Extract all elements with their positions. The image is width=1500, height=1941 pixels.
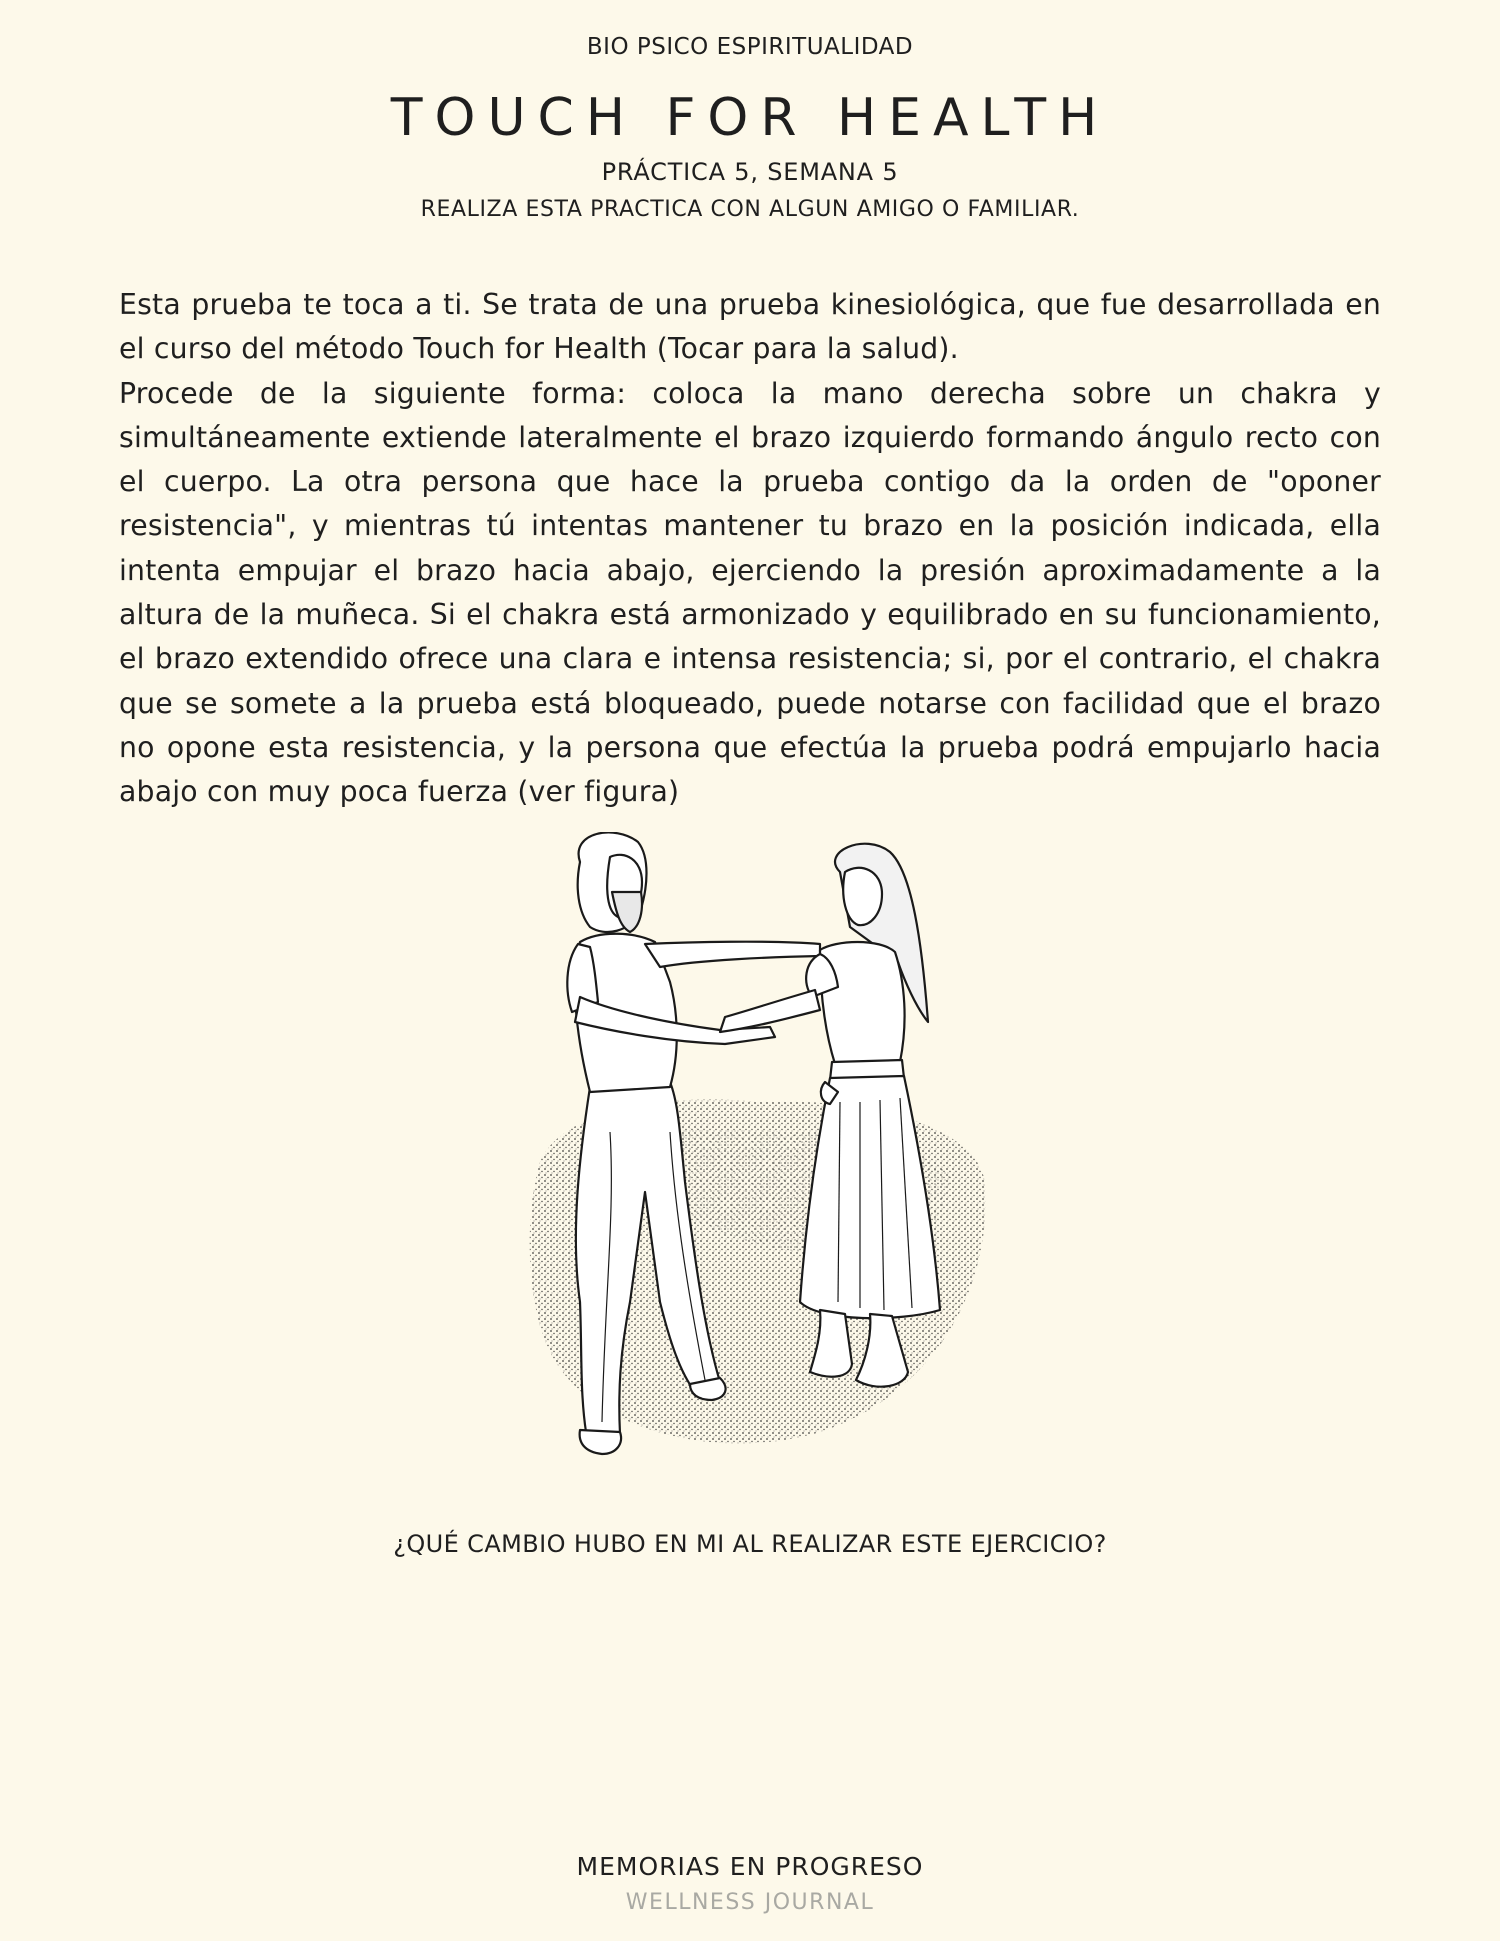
- practice-instruction: REALIZA ESTA PRACTICA CON ALGUN AMIGO O FAMILIAR.: [420, 197, 1080, 222]
- header-kicker: BIO PSICO ESPIRITUALIDAD: [586, 34, 914, 60]
- body-paragraph-intro: Esta prueba te toca a ti. Se trata de una prueba kinesiológica, que fue desarrollada en el curso del método Touch for Health (Tocar para la salud).: [119, 288, 1381, 366]
- footer-subtitle: WELLNESS JOURNAL: [625, 1890, 875, 1915]
- body-text: [119, 283, 1381, 815]
- body-paragraph-procedure: Procede de la siguiente forma: coloca la mano derecha sobre un chakra y simultáneamente extiende lateralmente el brazo izquierdo formando ángulo recto con el cuerpo. La otra persona que hace la prueba contigo da la orden de "oponer resistencia", y mientras tú intentas mantener tu brazo en la posición indicada, ella intenta empujar el brazo hacia abajo, ejerciendo la presión aproximadamente a la altura de la muñeca. Si el chakra está armonizado y equilibrado en su funcionamiento, el brazo extendido ofrece una clara e intensa resistencia; si, por el contrario, el chakra que se somete a la prueba está bloqueado, puede notarse con facilidad que el brazo no opone esta resistencia, y la persona que efectúa la prueba podrá empujarlo hacia abajo con muy poca fuerza (ver figura): [119, 376, 1381, 809]
- practice-subtitle: PRÁCTICA 5, SEMANA 5: [601, 158, 899, 186]
- page-title: TOUCH FOR HEALTH: [390, 88, 1110, 148]
- muscle-test-illustration: [520, 832, 1000, 1482]
- footer-title: MEMORIAS EN PROGRESO: [576, 1852, 924, 1881]
- reflection-question: ¿QUÉ CAMBIO HUBO EN MI AL REALIZAR ESTE EJERCICIO?: [393, 1530, 1107, 1558]
